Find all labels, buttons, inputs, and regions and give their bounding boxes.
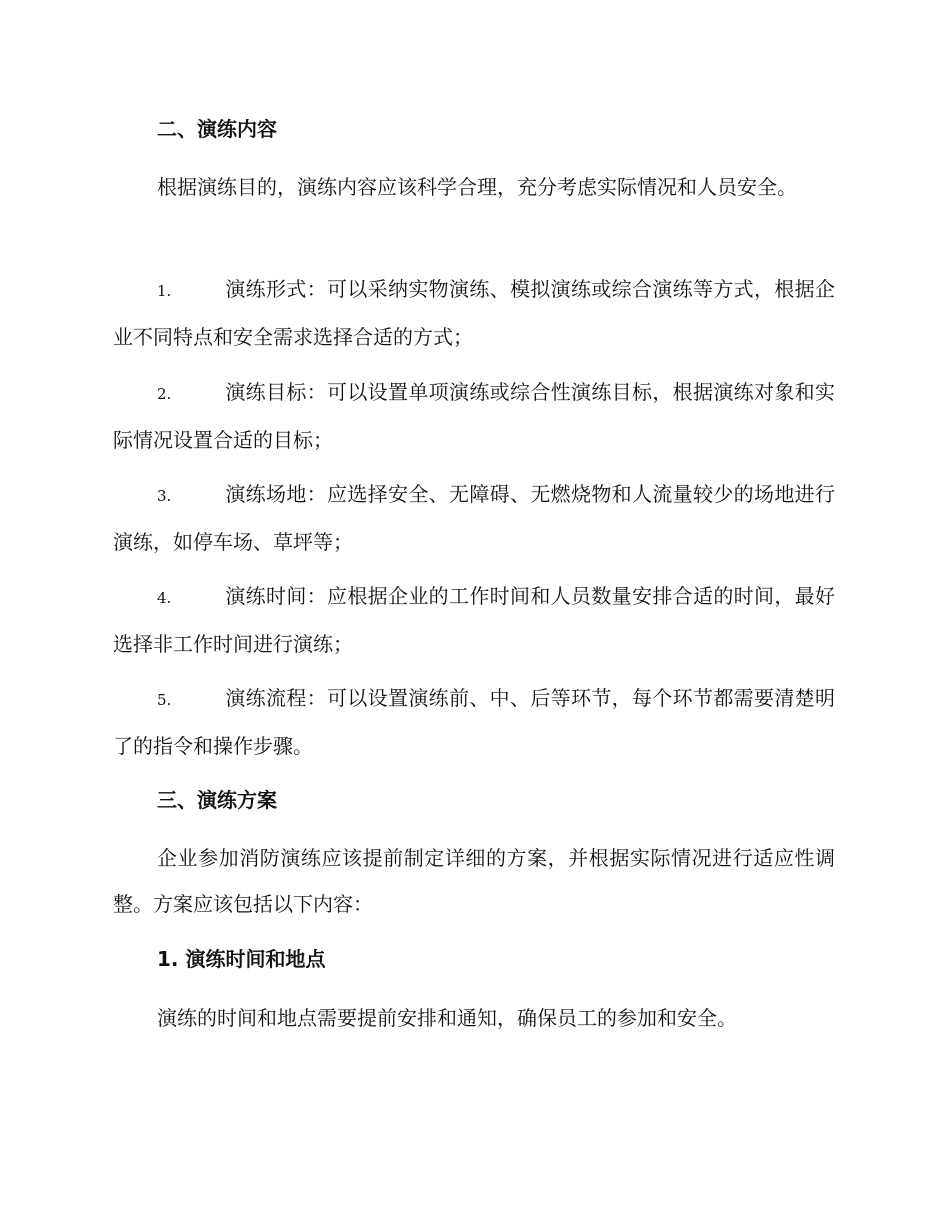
list-item-number: 3. bbox=[157, 487, 172, 505]
section-heading-drill-content: 二、演练内容 bbox=[157, 117, 277, 141]
section-intro-paragraph: 企业参加消防演练应该提前制定详细的方案，并根据实际情况进行适应性调整。方案应该包括以下内容： bbox=[113, 846, 835, 916]
list-item-number: 4. bbox=[157, 589, 172, 607]
list-item bbox=[113, 369, 835, 463]
section-heading-drill-plan: 三、演练方案 bbox=[157, 788, 277, 812]
list-item-number: 5. bbox=[157, 691, 172, 709]
list-item-number: 2. bbox=[157, 385, 172, 403]
list-item-text: 演练形式：可以采纳实物演练、模拟演练或综合演练等方式，根据企业不同特点和安全需求选择合适的方式； bbox=[113, 277, 835, 349]
list-item bbox=[113, 573, 835, 667]
list-item-number: 1. bbox=[157, 282, 172, 300]
list-item-text: 演练场地：应选择安全、无障碍、无燃烧物和人流量较少的场地进行演练，如停车场、草坪等； bbox=[113, 482, 835, 554]
list-item bbox=[113, 266, 835, 360]
list-item-text: 演练时间：应根据企业的工作时间和人员数量安排合适的时间，最好选择非工作时间进行演练； bbox=[113, 584, 835, 656]
list-item-text: 演练目标：可以设置单项演练或综合性演练目标，根据演练对象和实际情况设置合适的目标； bbox=[113, 380, 835, 452]
list-item bbox=[113, 675, 835, 769]
subsection-heading-time-location: 1. 演练时间和地点 bbox=[157, 947, 326, 971]
subsection-paragraph: 演练的时间和地点需要提前安排和通知，确保员工的参加和安全。 bbox=[157, 1006, 737, 1030]
list-item-text: 演练流程：可以设置演练前、中、后等环节，每个环节都需要清楚明了的指令和操作步骤。 bbox=[113, 686, 835, 758]
list-item bbox=[113, 471, 835, 565]
section-intro-paragraph: 根据演练目的，演练内容应该科学合理，充分考虑实际情况和人员安全。 bbox=[157, 175, 797, 199]
